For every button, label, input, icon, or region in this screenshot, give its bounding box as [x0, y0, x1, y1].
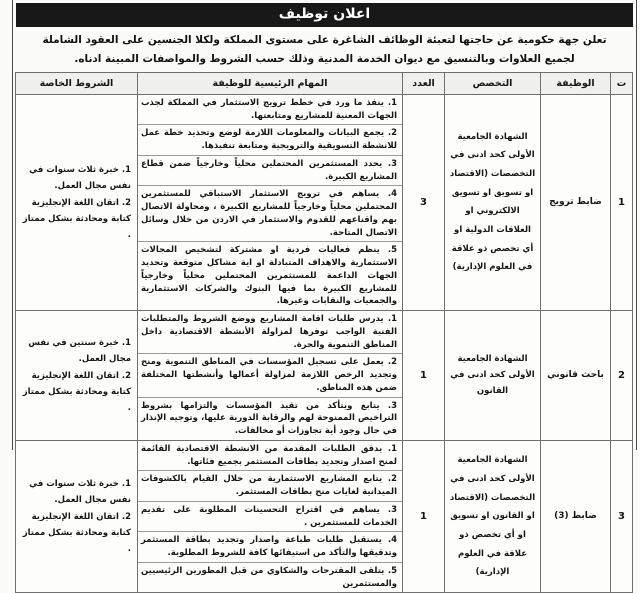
job-row-2 [16, 311, 633, 441]
jobs-table [15, 72, 633, 593]
table-header-row [16, 72, 633, 94]
row-index: 1 [611, 94, 633, 310]
tasks-cell [138, 94, 403, 310]
left-column-rule [12, 0, 13, 450]
specialization-cell: الشهادة الجامعية الأولى كحد ادنى في التخصصات (الاقتصاد او القانون او تسويق او أي تخصص ذو علاقة في العلوم الإدارية) [445, 440, 541, 593]
count-cell: 1 [403, 311, 445, 441]
conditions-cell [16, 94, 138, 310]
task-item: 4. يستقبل طلبات طباعة واصدار وتجديد بطاقة المستثمر وتدقيقها والتأكد من استيفائها كافة للشروط المطلوبة. [138, 532, 402, 563]
job-row-3 [16, 440, 633, 593]
job-title-cell: ضابط ترويج [541, 94, 611, 310]
row-index: 2 [611, 311, 633, 441]
task-item: 2. يعمل على تسجيل المؤسسات في المناطق التنموية ومنح وتجديد الرخص اللازمة لمزاولة أعمالها وأنشطتها المختلفة ضمن هذه المناطق. [138, 354, 402, 397]
count-cell: 3 [403, 94, 445, 310]
job-title-cell: ضابط (3) [541, 440, 611, 593]
conditions-cell [16, 311, 138, 441]
condition-item: 1. خبرة ثلاث سنوات في نفس مجال العمل. [29, 164, 131, 191]
task-item: 2. يجمع البيانات والمعلومات اللازمة لوضع وتحديد خطة عمل للانشطة التسويقية والترويجية ومتابعة تنفيذها. [138, 125, 402, 156]
task-item: 3. يتابع ويتأكد من تقيد المؤسسات والتزامها بشروط التراخيص الممنوحة لهم والرقابة الدورية عليها، وتوجيه الإنذار في حال وجود أية تجاوزات أو مخالفات. [141, 400, 397, 437]
conditions-cell [16, 440, 138, 593]
job-title-cell: باحث قانوني [541, 311, 611, 441]
column-header-count: العدد [403, 72, 445, 94]
column-header-conditions: الشروط الخاصة [16, 72, 138, 94]
column-header-job: الوظيفة [541, 72, 611, 94]
task-item: 3. يحدد المستثمرين المحتملين محلياً وخارجياً ضمن قطاع المشاريع الكبيرة. [138, 156, 402, 187]
row-index: 3 [611, 440, 633, 593]
condition-item: 2. اتقان اللغة الإنجليزية كتابة ومحادثة بشكل ممتاز . [22, 511, 131, 555]
ad-title-banner: اعلان توظيف [16, 3, 633, 27]
tasks-cell [138, 440, 403, 593]
task-item: 1. يدقق الطلبات المقدمة من الانشطة الاقتصادية القائمة لمنح اصدار وتجديد بطاقات المستثمر بجميع فئاتها. [138, 441, 402, 472]
condition-item: 2. اتقان اللغة الإنجليزية كتابة ومحادثة بشكل ممتاز . [22, 197, 131, 241]
condition-item: 1. خبرة سنتين في نفس مجال العمل. [28, 337, 131, 364]
task-item: 5. ينظم فعاليات فردية او مشتركة لتشخيص المجالات الاستثمارية والاهداف المتبادلة او اية مشاكل متوقعة وتحديد الجهات الداعمة للمستثمرين المحتملين محلياً وخارجياً للمشاريع الكبيرة بما فيها البنوك والشركات الاستثمارية والجمعيات والنقابات وغيرها. [141, 245, 397, 307]
ad-content [16, 3, 633, 593]
condition-item: 2. اتقان اللغة الإنجليزية كتابة ومحادثة بشكل ممتاز . [22, 370, 131, 414]
tasks-cell [138, 311, 403, 441]
task-item: 2. يتابع المشاريع الاستثمارية من خلال القيام بالكشوفات الميدانية لغايات منح بطاقات المستثمر. [138, 471, 402, 502]
job-row-1 [16, 94, 633, 310]
specialization-cell: الشهادة الجامعية الأولى كحد ادنى في التخصصات (الاقتصاد او تسويق او تسويق الالكتروني او العلاقات الدولية او أي تخصص ذو علاقة في العلوم الإدارية) [445, 94, 541, 310]
column-header-index: ت [611, 72, 633, 94]
count-cell: 1 [403, 440, 445, 593]
column-header-specialization: التخصص [445, 72, 541, 94]
condition-item: 1. خبرة ثلاث سنوات في نفس مجال العمل. [29, 478, 131, 505]
column-header-tasks: المهام الرئيسية للوظيفة [138, 72, 403, 94]
task-item: 4. يساهم في ترويج الاستثمار الاستباقي للمستثمرين المحتملين محلياً وخارجياً للمشاريع الكبيرة ، ومحاولة الاتصال بهم واقناعهم للقدوم والاستثمار في الاردن من خلال وسائل الاتصال المتاحة. [138, 186, 402, 242]
intro-paragraph: تعلن جهة حكومية عن حاجتها لتعبئة الوظائف الشاغرة على مستوى المملكة ولكلا الجنسين على العقود الشاملة لجميع العلاوات وبالتنسيق مع ديوان الخدمة المدنية وذلك حسب الشروط والمواصفات المبينة ادناه. [42, 34, 607, 65]
task-item: 1. ينفذ ما ورد في خطط ترويج الاستثمار في المملكة لجذب الجهات المعنية للمشاريع ومتابعتها. [138, 95, 402, 126]
specialization-cell: الشهادة الجامعية الأولى كحد ادنى في القانون [445, 311, 541, 441]
right-column-rule [636, 0, 637, 450]
task-item: 1. يدرس طلبات اقامة المشاريع ووضع الشروط والمتطلبات الفنية الواجب توفرها لمزاولة الأنشطة الاقتصادية داخل المناطق التنموية والحرة. [138, 311, 402, 354]
task-item: 5. يتلقى المقترحات والشكاوي من قبل المطورين الرئيسيين والمستثمرين [141, 565, 397, 589]
task-item: 3. يساهم في اقتراح التحسينات المطلوبة على تقديم الخدمات للمستثمرين . [138, 502, 402, 533]
